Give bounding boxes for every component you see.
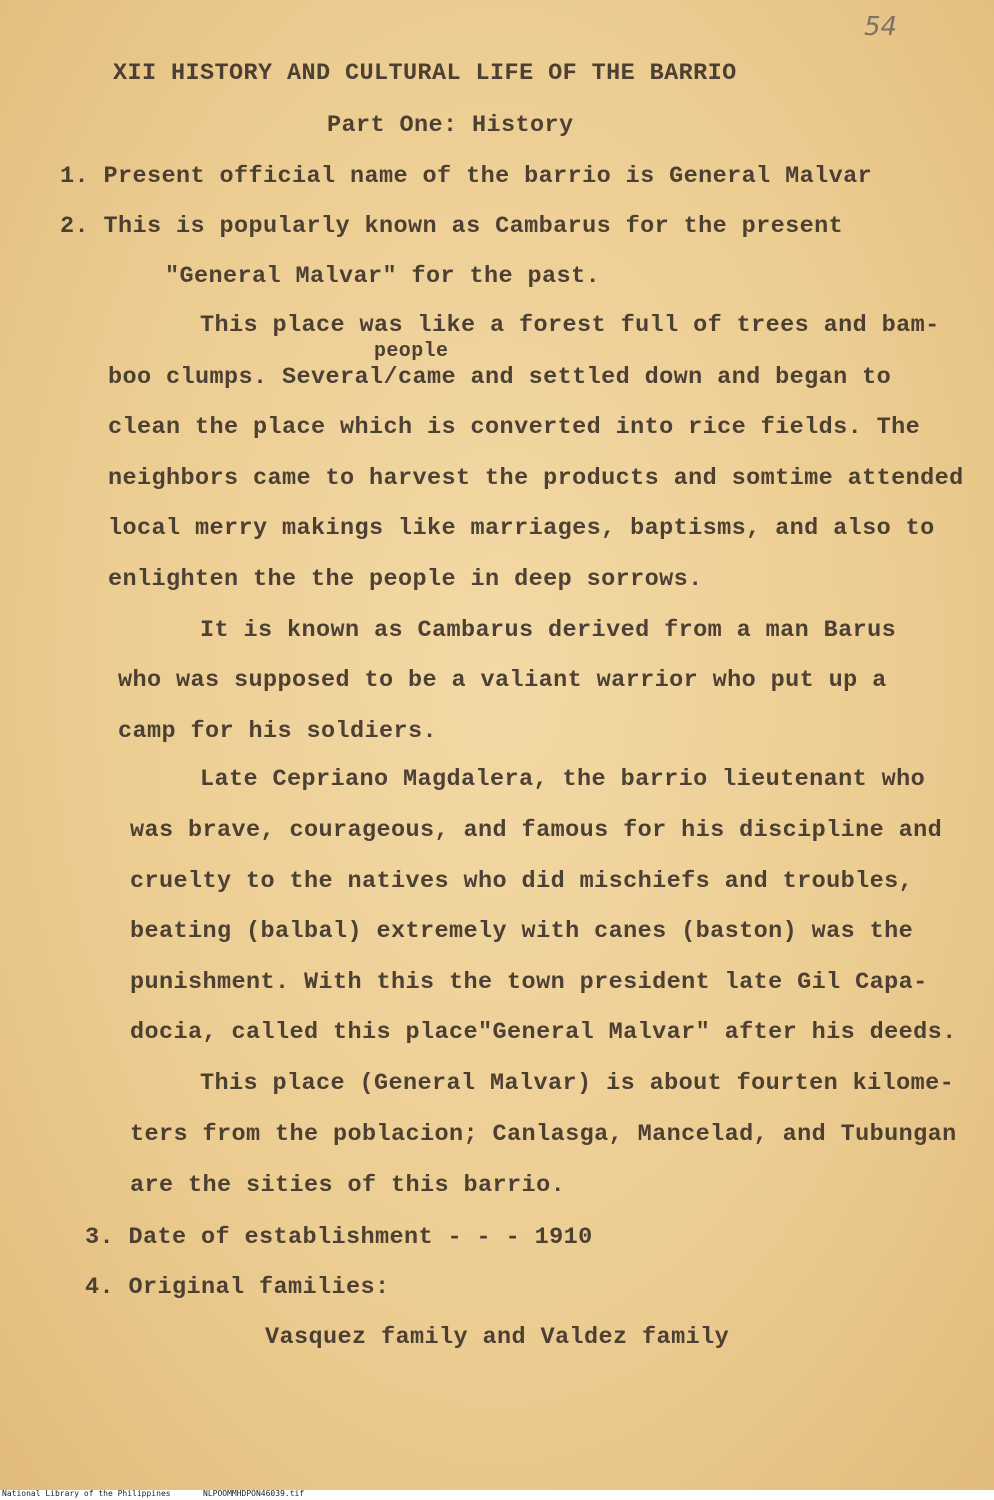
paragraph-line: beating (balbal) extremely with canes (baston) was the [130, 918, 914, 945]
paragraph-line: This place (General Malvar) is about fourten kilome- [200, 1070, 955, 1097]
handwritten-insertion: people [374, 340, 449, 363]
item-3-line: 3. Date of establishment - - - 1910 [85, 1224, 593, 1251]
item-4-line: 4. Original families: [85, 1274, 390, 1301]
paragraph-line: local merry makings like marriages, baptisms, and also to [108, 515, 935, 542]
paragraph-line: clean the place which is converted into rice fields. The [108, 414, 921, 441]
scan-footer [0, 1490, 994, 1500]
paragraph-line: This place was like a forest full of trees and bam- [200, 312, 940, 339]
footer-filename: NLPOOMMHDPON46039.tif [203, 1489, 305, 1498]
paragraph-line: Late Cepriano Magdalera, the barrio lieutenant who [200, 766, 926, 793]
paragraph-line: enlighten the the people in deep sorrows. [108, 566, 703, 593]
paragraph-line: cruelty to the natives who did mischiefs and troubles, [130, 868, 914, 895]
item-1-line: 1. Present official name of the barrio is General Malvar [60, 163, 873, 190]
paragraph-line: punishment. With this the town president late Gil Capa- [130, 969, 928, 996]
item-4-families: Vasquez family and Valdez family [265, 1324, 730, 1351]
item-2-continuation: "General Malvar" for the past. [165, 263, 601, 290]
paragraph-line: ters from the poblacion; Canlasga, Mancelad, and Tubungan [130, 1121, 957, 1148]
paragraph-line: who was supposed to be a valiant warrior who put up a [118, 667, 887, 694]
paragraph-line: was brave, courageous, and famous for his discipline and [130, 817, 943, 844]
paragraph-line: It is known as Cambarus derived from a man Barus [200, 617, 897, 644]
page-number: 54 [864, 12, 898, 42]
part-heading: Part One: History [327, 112, 574, 139]
paragraph-line: neighbors came to harvest the products and somtime attended [108, 465, 964, 492]
footer-library: National Library of the Philippines [2, 1489, 171, 1498]
paragraph-line: camp for his soldiers. [118, 718, 438, 745]
item-2-line: 2. This is popularly known as Cambarus for the present [60, 213, 844, 240]
paragraph-line: are the sities of this barrio. [130, 1172, 566, 1199]
section-heading: XII HISTORY AND CULTURAL LIFE OF THE BARRIO [113, 60, 737, 87]
paragraph-line: docia, called this place"General Malvar" after his deeds. [130, 1019, 957, 1046]
paragraph-line: boo clumps. Several/came and settled down and began to [108, 364, 892, 391]
